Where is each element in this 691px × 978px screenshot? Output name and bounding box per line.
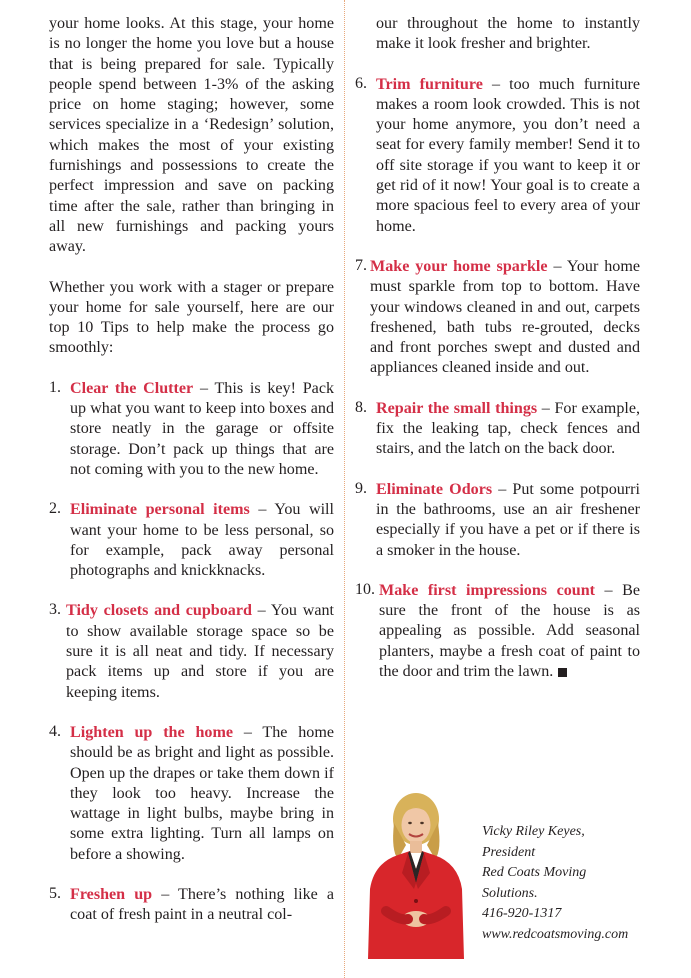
tip-text: – For example, fix the leaking tap, check fences and stairs, and the latch on the back door. [376,399,641,458]
left-column [49,0,334,926]
company-name-line1: Red Coats Moving [482,865,587,880]
tip-number: 6. [355,74,367,92]
tip-4 [49,723,334,865]
tip-title: Lighten up the home [70,723,234,741]
tip-text: – The home should be as bright and light as possible. Open up the drapes or take them down if they look too heavy. Increase the wattage in light bulbs, maybe bring in some extra lighting. Turn all lamps on before a showing. [70,723,334,863]
tip-title: Eliminate personal items [70,501,250,519]
tip-number: 1. [49,378,61,396]
tip-title: Eliminate Odors [376,480,493,498]
tip-number: 7. [355,256,367,274]
tip-number: 9. [355,479,367,497]
tip-number: 8. [355,398,367,416]
tip-number: 5. [49,884,61,902]
tip-3 [49,601,334,702]
tip-2 [49,500,334,581]
author-photo [358,793,473,959]
tip-text: – Put some potpourri in the bathrooms, use an air freshener especially if you have a pet or if there is a smoker in the house. [376,480,640,559]
tip-title: Clear the Clutter [70,379,194,397]
tip-title: Trim furniture [376,75,483,93]
tip-title: Make first impressions count [379,581,596,599]
tip-6 [355,75,640,237]
tip-7 [355,257,640,379]
lead-paragraph: Whether you work with a stager or prepare your home for sale yourself, here are our top 10 Tips to help make the process go smoothly: [49,278,334,357]
tip-number: 3. [49,601,61,619]
tip-number: 10. [355,580,375,598]
tip-number: 2. [49,500,61,518]
intro-paragraph: your home looks. At this stage, your home is no longer the home you love but a house that is being prepared for sale. Typically people spend between 1-3% of the asking price on home staging; however, some services specialize in a ‘Redesign’ solution, which makes the most of your existing furnishings and possessions to create the perfect impression and save on packing time after the sale, rather than bringing in all new furnishings and packing yours away. [49,15,334,256]
tip-text: – too much furniture makes a room look crowded. This is not your home anymore, you don’t need a seat for every family member! Send it to off site storage if you want to keep it or get rid of it now! Your goal is to create a more spacious feel to every area of your home. [376,75,640,235]
company-name-line2: Solutions. [482,885,538,901]
tip-1 [49,379,334,480]
tip-title: Repair the small things [376,399,538,417]
phone-number: 416-920-1317 [482,906,562,921]
tip-9 [355,480,640,561]
tip-title: Freshen up [70,885,153,903]
right-column [355,0,640,682]
tip-text: – Be sure the front of the house is as appealing as possible. Add seasonal planters, maybe a fresh coat of paint to the door and trim the lawn. [379,581,640,681]
tip-text: our throughout the home to instantly make it look fresher and brighter. [376,15,640,53]
tip-text: – You will want your home to be less personal, so for example, pack away personal photographs and knickknacks. [70,501,334,580]
tip-5-continued [355,14,640,55]
tip-title: Make your home sparkle [370,257,548,275]
column-divider [344,0,345,978]
author-role: President [482,844,536,860]
tip-text: – You want to show available storage space so be sure it is all neat and tidy. If necessary pack items up and store if you are keeping items. [66,602,334,701]
tip-title: Tidy closets and cupboard [66,602,252,620]
tip-5 [49,885,334,926]
tip-text: – This is key! Pack up what you want to keep into boxes and store neatly in the garage or offsite storage. Don’t pack up things that are not coming with you to the new home. [70,379,335,478]
website-link[interactable]: www.redcoatsmoving.com [482,926,629,942]
author-signature [482,822,652,945]
tip-text: – There’s nothing like a coat of fresh paint in a neutral col- [70,885,334,924]
tip-number: 4. [49,722,61,740]
author-name: Vicky Riley Keyes, [482,824,585,839]
tip-10 [355,581,640,682]
tip-text: – Your home must sparkle from top to bottom. Have your windows cleaned in and out, carpets freshened, bath tubs re-grouted, decks and front porches swept and dusted and appliances cleaned inside and out. [370,257,640,377]
end-of-article-icon [558,668,567,677]
tip-8 [355,399,640,460]
